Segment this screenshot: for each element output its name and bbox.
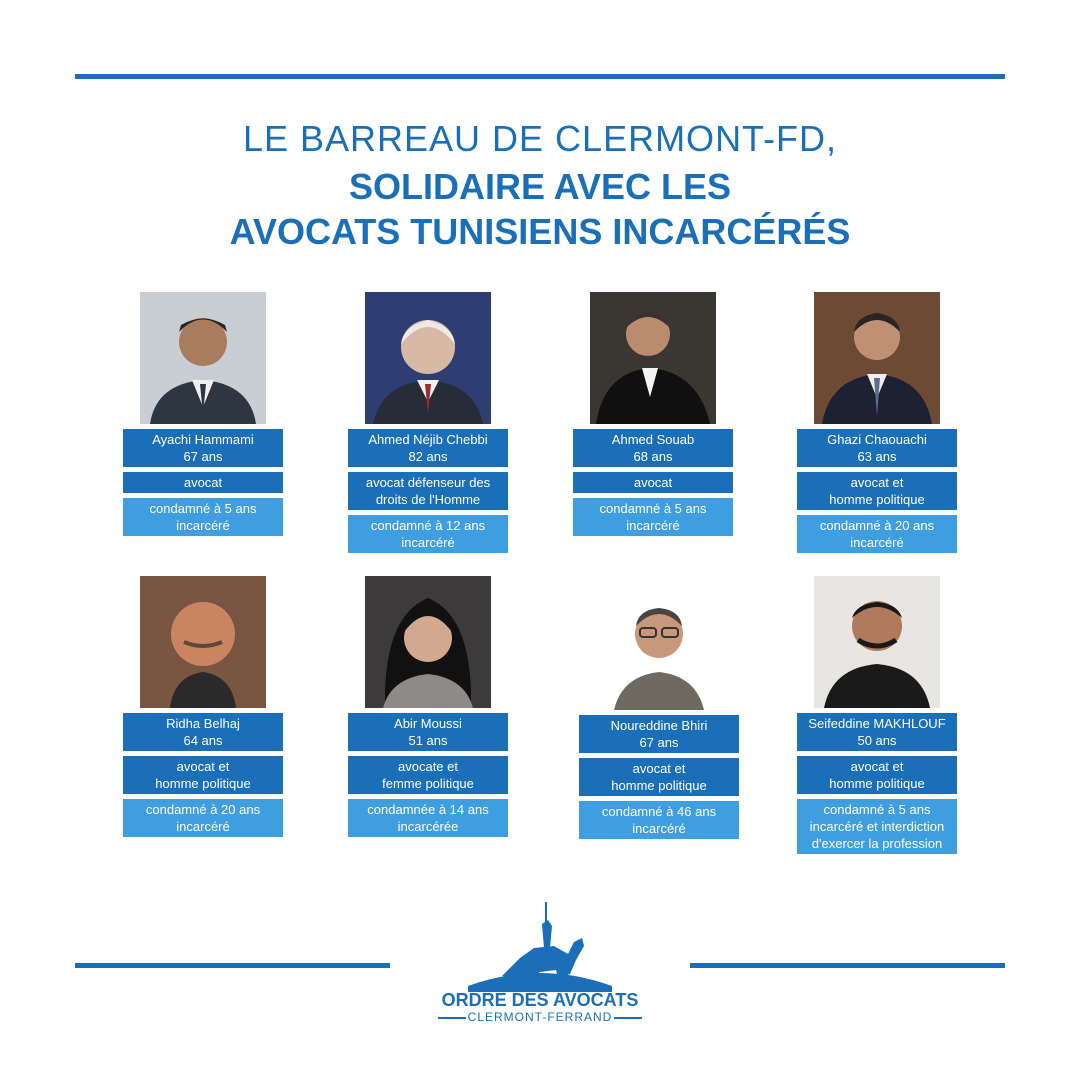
sentence-line: condamnée à 14 ans	[367, 802, 489, 817]
portrait-photo	[590, 292, 716, 424]
portrait-photo	[814, 576, 940, 708]
lawyer-card	[123, 576, 283, 837]
lawyer-card	[123, 292, 283, 536]
lawyer-name: Noureddine Bhiri	[610, 718, 708, 733]
headline-line-3: AVOCATS TUNISIENS INCARCÉRÉS	[229, 211, 851, 252]
sentence-line: incarcéré	[626, 518, 680, 533]
name-age-box	[579, 715, 739, 753]
lawyer-card	[797, 292, 957, 553]
lawyer-age: 82 ans	[408, 449, 448, 464]
role-box	[797, 472, 957, 510]
headline-line-1: LE BARREAU DE CLERMONT-FD,	[242, 118, 838, 159]
sentence-line: incarcéré	[401, 535, 455, 550]
lawyer-name: Ghazi Chaouachi	[827, 432, 927, 447]
lawyer-card	[797, 576, 957, 854]
role-box	[123, 472, 283, 493]
sentence-line: incarcéré et interdiction	[809, 819, 945, 834]
sentence-line: condamné à 12 ans	[370, 518, 486, 533]
sentence-line: condamné à 20 ans	[819, 518, 935, 533]
lawyer-name: Seifeddine MAKHLOUF	[808, 716, 946, 731]
sentence-line: condamné à 46 ans	[601, 804, 717, 819]
lawyer-card	[348, 292, 508, 553]
sentence-box	[797, 799, 957, 854]
name-age-box	[123, 429, 283, 467]
lawyer-card	[348, 576, 508, 837]
sentence-box	[579, 801, 739, 839]
name-age-box	[797, 713, 957, 751]
logo-title: ORDRE DES AVOCATS	[441, 990, 639, 1010]
portrait-photo	[814, 292, 940, 424]
role-box	[797, 756, 957, 794]
lawyer-name: Ahmed Néjib Chebbi	[368, 432, 488, 447]
bottom-rule-left	[75, 963, 390, 968]
lawyer-name: Ridha Belhaj	[166, 716, 240, 731]
role-box	[123, 756, 283, 794]
lawyer-card	[579, 578, 739, 839]
name-age-box	[123, 713, 283, 751]
name-age-box	[348, 713, 508, 751]
sentence-line: incarcéré	[850, 535, 904, 550]
role-line: avocat	[183, 475, 223, 490]
role-line: avocat	[633, 475, 673, 490]
lawyer-name: Ayachi Hammami	[152, 432, 254, 447]
role-line: homme politique	[155, 776, 251, 791]
lawyer-name: Abir Moussi	[394, 716, 462, 731]
sentence-box	[348, 799, 508, 837]
sentence-box	[123, 498, 283, 536]
name-age-box	[797, 429, 957, 467]
role-box	[348, 472, 508, 510]
sentence-box	[348, 515, 508, 553]
bottom-rule-right	[690, 963, 1005, 968]
role-line: homme politique	[611, 778, 707, 793]
role-box	[573, 472, 733, 493]
sentence-line: condamné à 5 ans	[149, 501, 257, 516]
sentence-line: incarcérée	[397, 819, 459, 834]
role-line: avocat et	[850, 475, 904, 490]
portrait-photo	[365, 292, 491, 424]
role-line: droits de l'Homme	[375, 492, 481, 507]
role-line: femme politique	[382, 776, 474, 791]
sentence-box	[797, 515, 957, 553]
sentence-box	[573, 498, 733, 536]
portrait-photo	[596, 578, 722, 710]
ordre-logo	[424, 900, 656, 1025]
name-age-box	[573, 429, 733, 467]
lawyer-age: 50 ans	[857, 733, 897, 748]
logo-subtitle-rule-right	[614, 1017, 642, 1019]
sentence-line: condamné à 5 ans	[599, 501, 707, 516]
role-box	[579, 758, 739, 796]
role-line: homme politique	[829, 492, 925, 507]
role-box	[348, 756, 508, 794]
lawyer-age: 67 ans	[639, 735, 679, 750]
role-line: avocat et	[632, 761, 686, 776]
role-line: homme politique	[829, 776, 925, 791]
portrait-photo	[140, 576, 266, 708]
sentence-box	[123, 799, 283, 837]
lawyer-age: 64 ans	[183, 733, 223, 748]
name-age-box	[348, 429, 508, 467]
sentence-line: condamné à 5 ans	[823, 802, 931, 817]
lawyer-age: 51 ans	[408, 733, 448, 748]
role-line: avocate et	[398, 759, 458, 774]
sentence-line: incarcéré	[176, 518, 230, 533]
sentence-line: d'exercer la profession	[811, 836, 943, 851]
top-rule	[75, 74, 1005, 79]
sentence-line: incarcéré	[176, 819, 230, 834]
role-line: avocat défenseur des	[365, 475, 491, 490]
knight-statue-icon	[424, 900, 656, 992]
portrait-photo	[365, 576, 491, 708]
lawyer-name: Ahmed Souab	[611, 432, 695, 447]
lawyer-age: 67 ans	[183, 449, 223, 464]
lawyer-card	[573, 292, 733, 536]
sentence-line: condamné à 20 ans	[145, 802, 261, 817]
role-line: avocat et	[176, 759, 230, 774]
logo-subtitle: CLERMONT-FERRAND	[467, 1010, 613, 1024]
role-line: avocat et	[850, 759, 904, 774]
portrait-photo	[140, 292, 266, 424]
lawyer-age: 63 ans	[857, 449, 897, 464]
lawyer-age: 68 ans	[633, 449, 673, 464]
headline-line-2: SOLIDAIRE AVEC LES	[348, 166, 732, 207]
sentence-line: incarcéré	[632, 821, 686, 836]
